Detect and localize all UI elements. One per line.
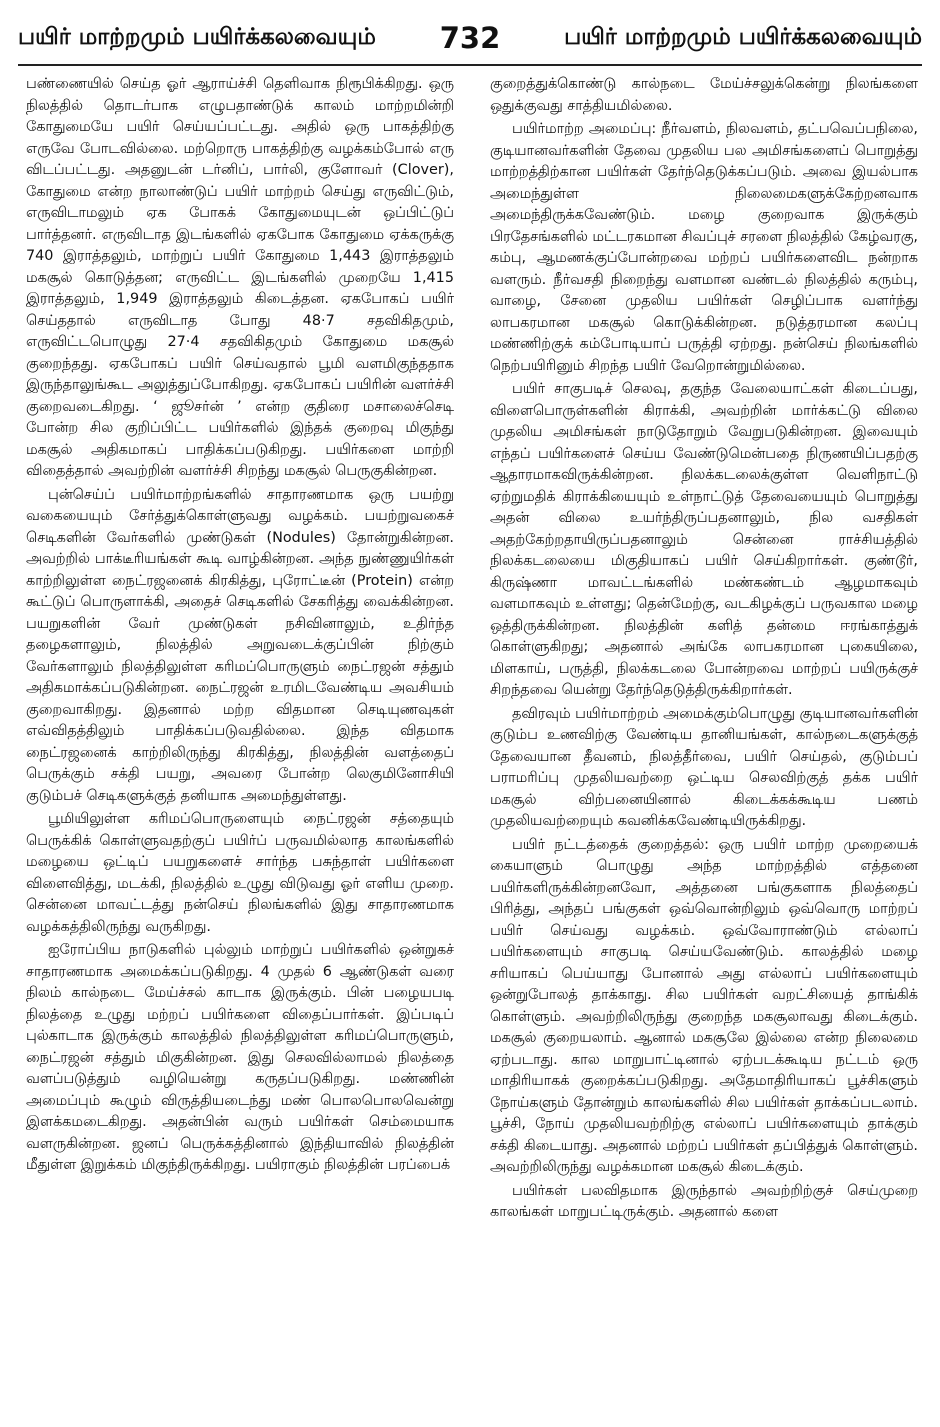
paragraph: பயிர்கள் பலவிதமாக இருந்தால் அவற்றிற்குச் செய்முறை காலங்கள் மாறுபட்டிருக்கும். அதனால் களை <box>490 1182 918 1220</box>
paragraph: பயிர் சாகுபடிச் செலவு, தகுந்த வேலையாட்கள் கிடைப்பது, விளைபொருள்களின் கிராக்கி, அவற்றின் மார்க்கட்டு விலை முதலிய அமிசங்கள் நாடுதோறும் வேறுபடுகின்றன. இவையும் எந்தப் பயிர்களைச் செய்ய வேண்டுமென்பதை நிருணயிப்பதற்கு ஆதாரமாகவிருக்கின்றன. நிலக்கடலைக்குள்ள வெளிநாட்டு ஏற்றுமதிக் கிராக்கியையும் உள்நாட்டுத் தேவையையும் பொறுத்து அதன் விலை உயர்ந்திருப்பதனாலும், நில வசதிகள் அதற்கேற்றதாயிருப்பதனாலும் சென்னை ராச்சியத்தில் நிலக்கடலையை மிகுதியாகப் பயிர் செய்கிறார்கள். குண்டூர், கிருஷ்ணா மாவட்டங்களில் மண்கண்டம் ஆழமாகவும் வளமாகவும் உள்ளது; தென்மேற்கு, வடகிழக்குப் பருவகால மழை ஒத்திருக்கின்றன. நிலத்தின் களித் தன்மை ஈரங்காத்துக் கொள்ளுகிறது; அதனால் அங்கே லாபகரமான புகையிலை, மிளகாய், பருத்தி, நிலக்கடலை போன்றவை மாற்றப் பயிருக்குச் சிறந்தவை யென்று தேர்ந்தெடுத்திருக்கிறார்கள். <box>490 381 918 698</box>
paragraph: குறைத்துக்கொண்டு கால்நடை மேய்ச்சலுக்கென்று நிலங்களை ஒதுக்குவது சாத்தியமில்லை. <box>490 76 918 114</box>
page-header <box>18 18 922 58</box>
page-number: 732 <box>439 21 501 55</box>
left-column <box>26 74 454 1414</box>
paragraph: பூமியிலுள்ள கரிமப்பொருளையும் நைட்ரஜன் சத்தையும் பெருக்கிக் கொள்ளுவதற்குப் பயிர்ப் பருவமில்லாத காலங்களில் மழையை ஒட்டிப் பயறுகளைச் சார்ந்த பசுந்தாள் பயிர்களை விளைவித்து, மடக்கி, நிலத்தில் உழுது விடுவது ஓர் எளிய முறை. சென்னை மாவட்டத்து நன்செய் நிலங்களில் இது சாதாரணமாக வழக்கத்திலிருந்து வருகிறது. <box>26 811 454 935</box>
paragraph: பண்ணையில் செய்த ஓர் ஆராய்ச்சி தெளிவாக நிரூபிக்கிறது. ஒரு நிலத்தில் தொடர்பாக எழுபதாண்டுக் காலம் மாற்றமின்றி கோதுமையே பயிர் செய்யப்பட்டது. அதில் ஒரு பாகத்திற்கு எருவே போடவில்லை. மற்றொரு பாகத்திற்கு வழக்கம்போல் எரு விடப்பட்டது. அதனுடன் டர்னிப், பார்லி, குளோவர் (Clover), கோதுமை என்ற நாலாண்டுப் பயிர் மாற்றம் செய்து எருவிட்டும், எருவிடாமலும் ஏக போகக் கோதுமையுடன் ஒப்பிட்டுப் பார்த்தனர். எருவிடாத இடங்களில் ஏகபோக கோதுமை ஏக்கருக்கு 740 இராத்தலும், மாற்றுப் பயிர் கோதுமை 1,443 இராத்தலும் மகசூல் கொடுத்தன; எருவிட்ட இடங்களில் முறையே 1,415 இராத்தலும், 1,949 இராத்தலும் கிடைத்தன. ஏகபோகப் பயிர் செய்ததால் எருவிடாத போது 48·7 சதவிகிதமும், எருவிட்டபொழுது 27·4 சதவிகிதமும் கோதுமை மகசூல் குறைந்தது. ஏகபோகப் பயிர் செய்வதால் பூமி வளமிகுந்ததாக இருந்தாலுங்கூட அலுத்துப்போகிறது. ஏகபோகப் பயிரின் வளர்ச்சி குறைவடைகிறது. ‘ ஜூசர்ன் ’ என்ற குதிரை மசாலைச்செடி போன்ற சில குறிப்பிட்ட பயிர்களில் இந்தக் குறைவு மிகுந்து மகசூல் அதிகமாகப் பாதிக்கப்படுகிறது. பயிர்களை மாற்றி விதைத்தால் அவற்றின் வளர்ச்சி சிறந்து மகசூல் பெருகுகின்றன. <box>26 76 454 479</box>
paragraph: பயிர் நட்டத்தைக் குறைத்தல்: ஒரு பயிர் மாற்ற முறையைக் கையாளும் பொழுது அந்த மாற்றத்தில் எத்தனை பயிர்களிருக்கின்றனவோ, அத்தனை பங்குகளாக நிலத்தைப் பிரித்து, அந்தப் பங்குகள் ஒவ்வொன்றிலும் ஒவ்வொரு மாற்றப் பயிர் செய்வது வழக்கம். ஒவ்வோராண்டும் எல்லாப் பயிர்களையும் சாகுபடி செய்யவேண்டும். காலத்தில் மழை சரியாகப் பெய்யாது போனால் அது எல்லாப் பயிர்களையும் ஒன்றுபோலத் தாக்காது. சில பயிர்கள் வறட்சியைத் தாங்கிக் கொள்ளும். அவற்றிலிருந்து குறைந்த மகசூலாவது கிடைக்கும். மகசூல் குறையலாம். ஆனால் மகசூலே இல்லை என்ற நிலைமை ஏற்படாது. கால மாறுபாட்டினால் ஏற்படக்கூடிய நட்டம் ஒரு மாதிரியாகக் குறைக்கப்படுகிறது. அதேமாதிரியாகப் பூச்சிகளும் நோய்களும் தோன்றும் காலங்களில் சில பயிர்கள் தாக்கப்படலாம். பூச்சி, நோய் முதலியவற்றிற்கு எல்லாப் பயிர்களையும் தாக்கும் சக்தி கிடையாது. அதனால் மற்றப் பயிர்கள் தப்பித்துக் கொள்ளும். அவற்றிலிருந்து வழக்கமான மகசூல் கிடைக்கும். <box>490 836 918 1175</box>
running-title-right: பயிர் மாற்றமும் பயிர்க்கலவையும் <box>564 23 922 50</box>
paragraph: ஐரோப்பிய நாடுகளில் புல்லும் மாற்றுப் பயிர்களில் ஒன்றுகச் சாதாரணமாக அமைக்கப்படுகிறது. 4 முதல் 6 ஆண்டுகள் வரை நிலம் கால்நடை மேய்ச்சல் காடாக இருக்கும். பின் பழையபடி நிலத்தை உழுது மற்றப் பயிர்களை விதைப்பார்கள். இப்படிப் புல்காடாக இருக்கும் காலத்தில் நிலத்திலுள்ள கரிமப்பொருளும், நைட்ரஜன் சத்தும் மிகுகின்றன. இது செலவில்லாமல் நிலத்தை வளப்படுத்தும் வழியென்று கருதப்படுகிறது. மண்ணின் அமைப்பும் கூழும் விருத்தியடைந்து மண் பொலபொலவென்று இளக்கமடைகிறது. அதன்பின் வரும் பயிர்கள் செம்மையாக வளருகின்றன. ஜனப் பெருக்கத்தினால் இந்தியாவில் நிலத்தின் மீதுள்ள இறுக்கம் மிகுந்திருக்கிறது. பயிராகும் நிலத்தின் பரப்பைக் <box>26 942 454 1173</box>
header-rule <box>18 64 922 66</box>
paragraph: தவிரவும் பயிர்மாற்றம் அமைக்கும்பொழுது குடியானவர்களின் குடும்ப உணவிற்கு வேண்டிய தானியங்கள், கால்நடைகளுக்குத் தேவையான தீவனம், நிலத்தீர்வை, பயிர் செய்தல், குடும்பப் பராமரிப்பு முதலியவற்றை ஒட்டிய செலவிற்குத் தக்க பயிர் மகசூல் விற்பனையினால் கிடைக்கக்கூடிய பணம் முதலியவற்றையும் கவனிக்கவேண்டியிருக்கிறது. <box>490 705 918 829</box>
paragraph: பயிர்மாற்ற அமைப்பு: நீர்வளம், நிலவளம், தட்பவெப்பநிலை, குடியானவர்களின் தேவை முதலிய பல அமிசங்களைப் பொறுத்து மாற்றத்திற்கான பயிர்கள் தேர்ந்தெடுக்கப்படும். அவை இயல்பாக அமைந்துள்ள நிலைமைகளுக்கேற்றனவாக அமைந்திருக்கவேண்டும். மழை குறைவாக இருக்கும் பிரதேசங்களில் மட்டரகமான சிவப்புச் சரளை நிலத்தில் கேழ்வரகு, கம்பு, ஆமணக்குப்போன்றவை மற்றப் பயிர்களைவிட நன்றாக வளரும். நீர்வசதி நிறைந்து வளமான வண்டல் நிலத்தில் கரும்பு, வாழை, சேனை முதலிய பயிர்கள் செழிப்பாக வளர்ந்து லாபகரமான மகசூல் கொடுக்கின்றன. நடுத்தரமான கலப்பு மண்ணிற்குக் கம்போடியாப் பருத்தி ஏற்றது. நன்செய் நிலங்களில் நெற்பயிரினும் சிறந்த பயிர் வேறொன்றுமில்லை. <box>490 121 918 374</box>
running-title-left: பயிர் மாற்றமும் பயிர்க்கலவையும் <box>18 23 376 50</box>
paragraph: புன்செய்ப் பயிர்மாற்றங்களில் சாதாரணமாக ஒரு பயற்று வகையையும் சேர்த்துக்கொள்ளுவது வழக்கம். பயற்றுவகைச் செடிகளின் வேர்களில் முண்டுகள் (Nodules) தோன்றுகின்றன. அவற்றில் பாக்டீரியங்கள் கூடி வாழ்கின்றன. அந்த நுண்ணுயிர்கள் காற்றிலுள்ள நைட்ரஜனைக் கிரகித்து, புரோட்டீன் (Protein) என்ற கூட்டுப் பொருளாக்கி, அதைச் செடிகளில் சேகரித்து வைக்கின்றன. பயறுகளின் வேர் முண்டுகள் நசிவினாலும், உதிர்ந்த தழைகளாலும், நிலத்தில் அறுவடைக்குப்பின் நிற்கும் வேர்களாலும் நிலத்திலுள்ள கரிமப்பொருளும் நைட்ரஜன் சத்தும் அதிகமாக்கப்படுகின்றன. நைட்ரஜன் உரமிடவேண்டிய அவசியம் குறைவாகிறது. இதனால் மற்ற விதமான செடியுணவுகள் எவ்விதத்திலும் பாதிக்கப்படுவதில்லை. இந்த விதமாக நைட்ரஜனைக் காற்றிலிருந்து கிரகித்து, நிலத்தின் வளத்தைப் பெருக்கும் சக்தி பயறு, அவரை போன்ற லெகுமினோசியி குடும்பச் செடிகளுக்குத் தனியாக அமைந்துள்ளது. <box>26 486 454 804</box>
right-column <box>490 74 918 1414</box>
